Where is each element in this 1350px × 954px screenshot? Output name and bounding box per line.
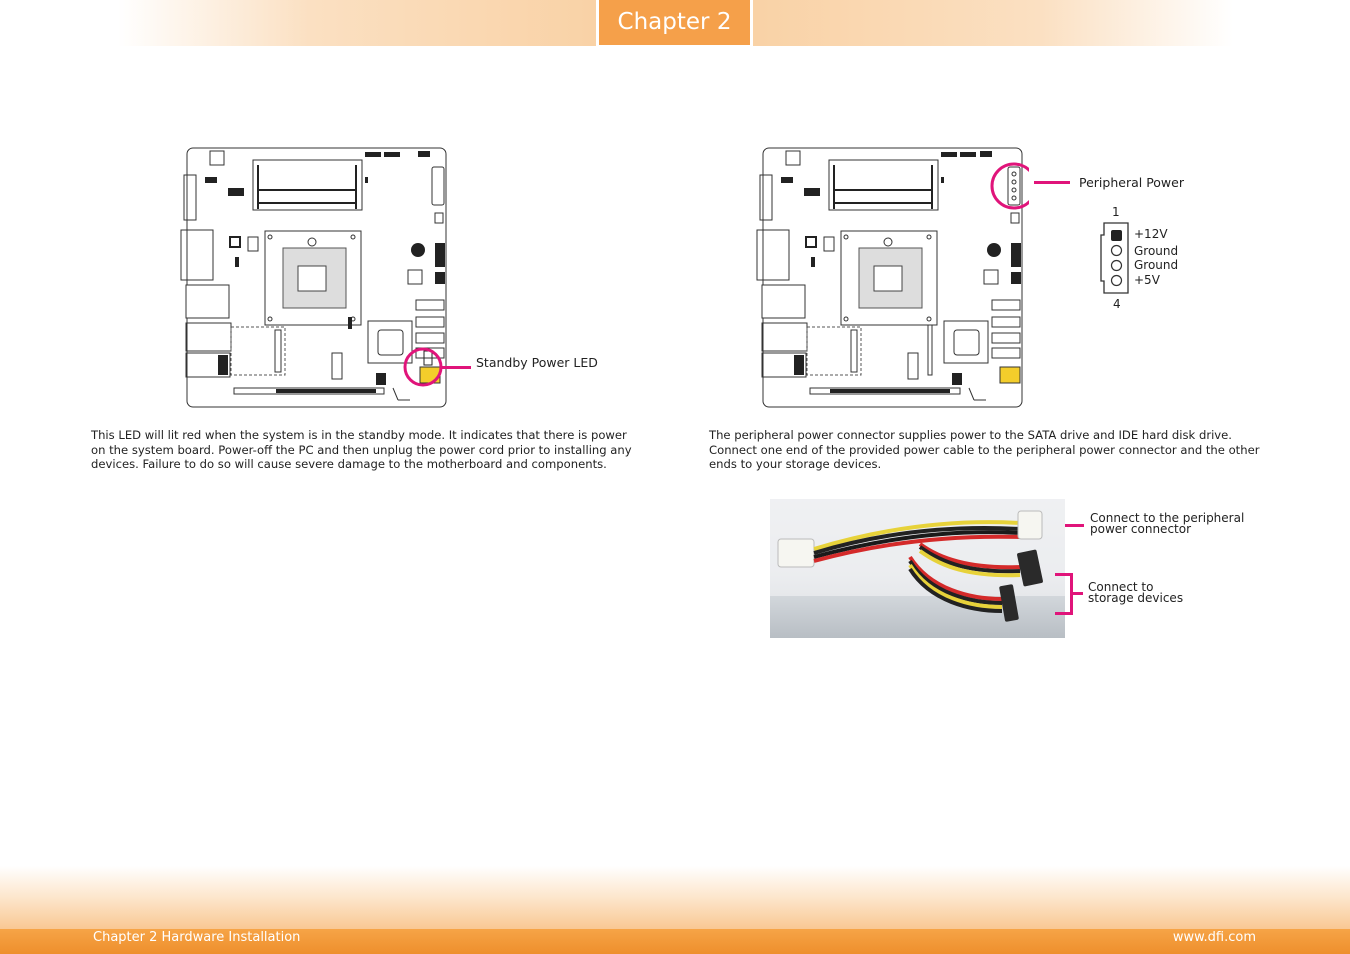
power-cable-photo bbox=[770, 499, 1065, 638]
pin-1-label: +12V bbox=[1134, 227, 1168, 241]
callout-line-peripheral-power bbox=[1034, 181, 1070, 184]
header-band-left bbox=[118, 0, 596, 46]
pin-4-label: +5V bbox=[1134, 273, 1160, 287]
connect-storage-label: Connect to storage devices bbox=[1088, 580, 1184, 605]
pin-number-bottom: 4 bbox=[1113, 297, 1121, 311]
footer-website-link[interactable]: www.dfi.com bbox=[1172, 930, 1256, 945]
pin-3-label: Ground bbox=[1134, 258, 1179, 272]
footer-chapter-title: Chapter 2 Hardware Installation bbox=[93, 930, 301, 945]
connect-peripheral-label: Connect to the peripheral power connector bbox=[1090, 511, 1245, 536]
callout-line-standby-led bbox=[441, 366, 471, 369]
peripheral-power-description: The peripheral power connector supplies power to the SATA drive and IDE hard disk drive. Connect one end of the provided power cable to the peripheral power connector and the other ends to your storage devices. bbox=[709, 428, 1260, 472]
standby-power-led-label: Standby Power LED bbox=[476, 355, 598, 370]
pin-number-top: 1 bbox=[1112, 205, 1120, 219]
peripheral-power-pinout-icon bbox=[1100, 219, 1134, 297]
motherboard-diagram-peripheral-power bbox=[754, 145, 1029, 411]
pin-2-label: Ground bbox=[1134, 244, 1179, 258]
chapter-tab: Chapter 2 bbox=[599, 0, 750, 45]
callout-line-storage bbox=[1072, 592, 1083, 595]
callout-line-peripheral-connector bbox=[1065, 524, 1084, 527]
peripheral-power-label: Peripheral Power bbox=[1079, 175, 1184, 190]
header-band-right bbox=[753, 0, 1233, 46]
footer-band bbox=[0, 866, 1350, 929]
motherboard-diagram-standby-led bbox=[178, 145, 453, 411]
standby-led-description: This LED will lit red when the system is in the standby mode. It indicates that there is power on the system board. Power-off the PC and then unplug the power cord prior to installing any devices. Failure to do so will cause severe damage to the motherboard and components. bbox=[91, 428, 632, 472]
